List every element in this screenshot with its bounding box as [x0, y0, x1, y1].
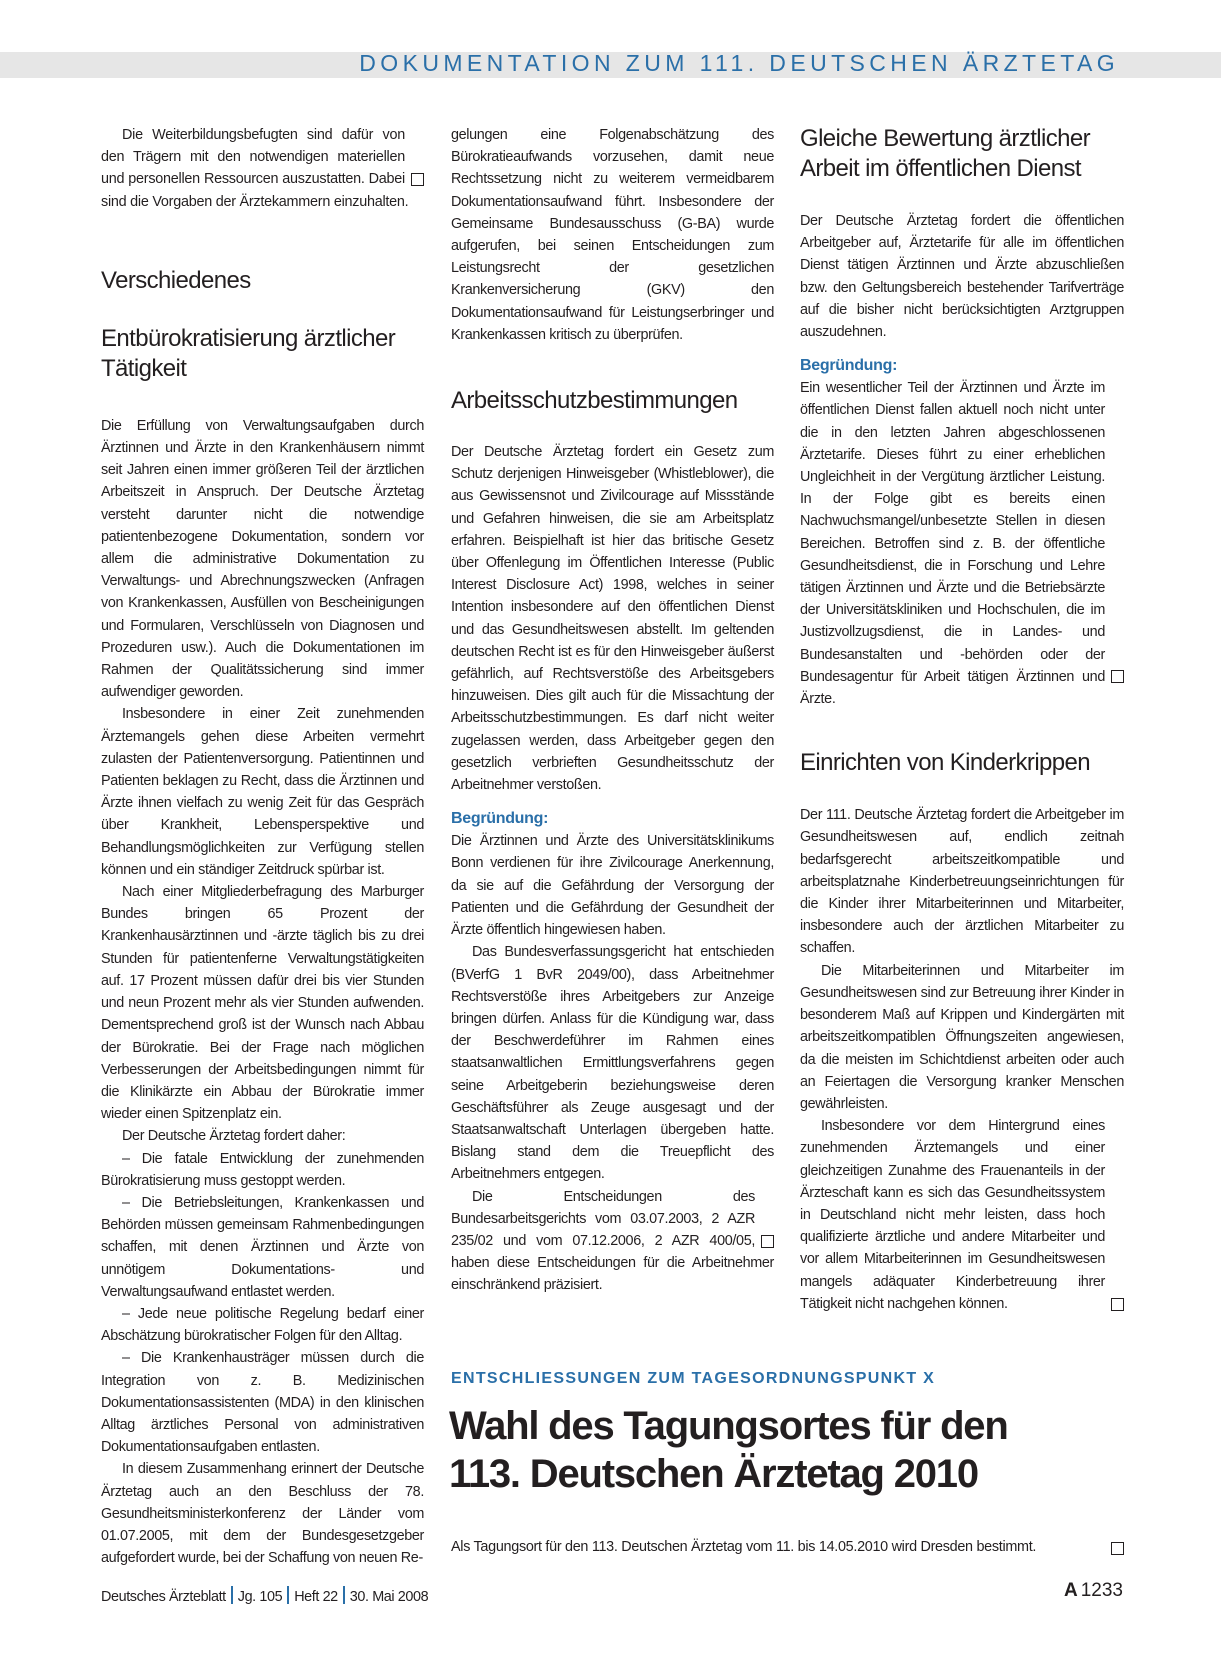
column-3 — [800, 124, 1124, 1315]
page-prefix: A — [1063, 1580, 1078, 1601]
list-item: – Die Krankenhausträger müssen durch die Integration von z. B. Medizinischen Dokumentationsassistenten (MDA) in den klinischen Alltag ärztliches Personal von administrativen Dokumentationsaufgaben entlasten. — [101, 1350, 424, 1456]
paragraph: Der Deutsche Ärztetag fordert die öffentlichen Arbeitgeber auf, Ärztetarife für alle im öffentlichen Dienst tätigen Ärztinnen und Ärzte abzuschließen bzw. den Geltungsbereich bestehender Tarifverträge auf die bisher nicht berücksichtigten Arztgruppen auszudehnen. — [800, 213, 1124, 341]
section-heading-verschiedenes: Verschiedenes — [101, 266, 251, 294]
paragraph: Der Deutsche Ärztetag fordert daher: — [122, 1128, 346, 1145]
paragraph: Das Bundesverfassungsgericht hat entschieden (BVerfG 1 BvR 2049/00), dass Arbeitnehmer Rechtsverstöße ihres Arbeitgebers zur Anzeige bringen dürfen. Anlass für die Kündigung war, dass der Beschwerdeführer im Rahmen eines staatsanwaltlichen Ermittlungsverfahrens gegen seine Arbeitgeberin beziehungsweise deren Geschäftsführer als Zeuge ausgesagt und der Staatsanwaltschaft Unterlagen übergeben hatte. Bislang stand dem die Treuepflicht des Arbeitnehmers entgegen. — [451, 944, 774, 1183]
section-kicker: ENTSCHLIESSUNGEN ZUM TAGESORDNUNGSPUNKT X — [451, 1370, 936, 1387]
list-item: – Die Betriebsleitungen, Krankenkassen und Behörden müssen gemeinsam Rahmenbedingungen schaffen, mit denen Ärztinnen und Ärzte von unnötigem Dokumentations- und Verwaltungsaufwand entlastet werden. — [101, 1194, 424, 1300]
footer-citation — [101, 1586, 428, 1605]
separator — [231, 1586, 233, 1604]
heading-gleiche-bewertung: Gleiche Bewertung ärztlicher Arbeit im öffentlichen Dienst — [800, 125, 1091, 182]
page-number-value: 1233 — [1080, 1580, 1123, 1601]
list-item: – Jede neue politische Regelung bedarf einer Abschätzung bürokratischer Folgen für den Alltag. — [101, 1305, 424, 1345]
paragraph: Die Weiterbildungsbefugten sind dafür von den Trägern mit den notwendigen materiellen und personellen Ressourcen auszustatten. Dabei sind die Vorgaben der Ärztekammern einzuhalten. — [101, 124, 424, 213]
end-of-article-icon — [1111, 670, 1124, 683]
heading-arbeitsschutzbestimmungen: Arbeitsschutzbestimmungen — [451, 387, 738, 415]
paragraph: Ein wesentlicher Teil der Ärztinnen und Ärzte im öffentlichen Dienst fallen aktuell noch nicht unter die in den letzten Jahren abgeschlossenen Ärztetarife. Dieses führt zu einer erheblichen Ungleichheit in der Vergütung ärztlicher Leistung. In der Folge gibt es bereits einen Nachwuchsmangel/unbesetzte Stellen in diesen Bereichen. Betroffen sind z. B. der öffentliche Gesundheitsdienst, die in Forschung und Lehre tätigen Ärztinnen und Ärzte und die Betriebsärzte der Universitätskliniken und Hochschulen, die im Justizvollzugsdienst, die in Landes- und Bundesanstalten und -behörden oder der Bundesagentur für Arbeit tätigen Ärztinnen und Ärzte. — [800, 377, 1124, 710]
separator — [287, 1586, 289, 1604]
journal-name: Deutsches Ärzteblatt — [101, 1589, 226, 1605]
issue-date: 30. Mai 2008 — [349, 1589, 429, 1605]
resolution-title-line-1: Wahl des Tagungsortes für den — [449, 1404, 1008, 1448]
list-item: – Die fatale Entwicklung der zunehmenden Bürokratisierung muss gestoppt werden. — [101, 1150, 424, 1189]
end-of-article-icon — [1111, 1298, 1124, 1311]
paragraph: Insbesondere vor dem Hintergrund eines zunehmenden Ärztemangels und einer gleichzeitigen Zunahme des Frauenanteils in der Ärzteschaft kann es sich das Gesundheitssystem in Deutschland nicht mehr leisten, dass hoch qualifizierte ärztliche und andere Mitarbeiter und vor allem Mitarbeiterinnen im Gesundheitswesen mangels adäquater Kinderbetreuung ihrer Tätigkeit nicht nachgehen können. — [800, 1115, 1124, 1315]
paragraph: Der 111. Deutsche Ärztetag fordert die Arbeitgeber im Gesundheitswesen auf, endlich zeitnah bedarfsgerecht arbeitszeitkompatible und arbeitsplatznahe Kinderbetreuungseinrichtungen für die Kinder ihrer Mitarbeiterinnen und Mitarbeiter, insbesondere auch der ärztlichen Mitarbeiter zu schaffen. — [800, 807, 1124, 957]
separator — [343, 1586, 345, 1604]
paragraph: In diesem Zusammenhang erinnert der Deutsche Ärztetag auch an den Beschluss der 78. Gesundheitsministerkonferenz der Länder vom 01.07.2005, mit dem der Bundesgesetzgeber aufgefordert wurde, bei der Schaffung von neuen Re- — [101, 1461, 424, 1567]
resolution-text: Als Tagungsort für den 113. Deutschen Ärztetag vom 11. bis 14.05.2010 wird Dresden bestimmt. — [451, 1536, 1124, 1560]
running-header: DOKUMENTATION ZUM 111. DEUTSCHEN ÄRZTETAG — [359, 50, 1119, 76]
end-of-article-icon — [1111, 1542, 1124, 1555]
paragraph: Der Deutsche Ärztetag fordert ein Gesetz zum Schutz derjenigen Hinweisgeber (Whistleblower), die aus Gewissensnot und Zivilcourage auf Missstände und Gefahren hinweisen, die sie am Arbeitsplatz erfahren. Beispielhaft ist hier das britische Gesetz über Offenlegung im Öffentlichen Interesse (Public Interest Disclosure Act) 1998, welches in seiner Intention insbesondere auf den öffentlichen Dienst und das Gesundheitswesen abstellt. Im geltenden deutschen Recht ist es für den Hinweisgeber äußerst gefährlich, auf Rechtsverstöße des Arbeitsgebers hinzuweisen. Dies gilt auch für die Missachtung der Arbeitsschutzbestimmungen. Es darf nicht weiter zugelassen werden, dass Arbeitgeber gegen den gesetzlich verbrieften Gesundheitsschutz der Arbeitnehmer verstoßen. — [451, 444, 774, 794]
heading-kinderkrippen: Einrichten von Kinderkrippen — [800, 749, 1091, 777]
begruendung-label: Begründung: — [800, 357, 898, 375]
end-of-article-icon — [411, 173, 424, 186]
page-number — [1064, 1580, 1123, 1602]
paragraph: Die Ärztinnen und Ärzte des Universitätsklinikums Bonn verdienen für ihre Zivilcourage Anerkennung, da sie auf die Gefährdung der Versorgung der Patienten und die Gefährdung der Gesundheit der Ärzte öffentlich hingewiesen haben. — [451, 833, 774, 939]
issue: Heft 22 — [294, 1589, 338, 1605]
resolution-title-line-2: 113. Deutschen Ärztetag 2010 — [449, 1452, 978, 1496]
end-of-article-icon — [761, 1235, 774, 1248]
paragraph: Die Entscheidungen des Bundesarbeitsgerichts vom 03.07.2003, 2 AZR 235/02 und vom 07.12.2006, 2 AZR 400/05, haben diese Entscheidungen für die Arbeitnehmer einschränkend präzisiert. — [451, 1188, 774, 1294]
paragraph: Insbesondere in einer Zeit zunehmenden Ärztemangels gehen diese Arbeiten vermehrt zulasten der Patientenversorgung. Patientinnen und Patienten beklagen zu Recht, dass die Ärztinnen und Ärzte ihnen vielfach zu wenig Zeit für das Gespräch über Krankheit, Lebensperspektive und Behandlungsmöglichkeiten zur Verfügung stellen können und ein ständiger Zeitdruck spürbar ist. — [101, 706, 424, 878]
heading-entbuerokratisierung: Entbürokratisierung ärztlicher Tätigkeit — [101, 324, 396, 382]
begruendung-label: Begründung: — [451, 810, 549, 828]
paragraph: Die Erfüllung von Verwaltungsaufgaben durch Ärztinnen und Ärzte in den Krankenhäusern nimmt seit Jahren einen immer größeren Teil der ärztlichen Arbeitszeit in Anspruch. Der Deutsche Ärztetag versteht darunter nicht die notwendige patientenbezogene Dokumentation, sondern vor allem die administrative Dokumentation zu Verwaltungs- und Abrechnungszwecken (Anfragen von Krankenkassen, Ausfüllen von Bescheinigungen und Formularen, Verschlüsseln von Diagnosen und Prozeduren usw.). Auch die Dokumentationen im Rahmen der Qualitätssicherung sind immer aufwendiger geworden. — [101, 417, 424, 701]
volume: Jg. 105 — [237, 1589, 283, 1605]
paragraph: Die Mitarbeiterinnen und Mitarbeiter im Gesundheitswesen sind zur Betreuung ihrer Kinder in besonderem Maß auf Krippen und Kindergärten mit arbeitszeitkompatiblen Öffnungszeiten angewiesen, da die meisten im Schichtdienst arbeiten oder auch an Feiertagen die Versorgung kranker Menschen gewährleisten. — [800, 962, 1124, 1112]
column-1 — [101, 124, 424, 1569]
resolution-title — [449, 1402, 1149, 1498]
column-2 — [451, 124, 774, 1297]
paragraph: Nach einer Mitgliederbefragung des Marburger Bundes bringen 65 Prozent der Krankenhausärztinnen und -ärzte täglich bis zu drei Stunden für patientenferne Verwaltungstätigkeiten auf. 17 Prozent müssen dafür drei bis vier Stunden und neun Prozent mehr als vier Stunden aufwenden. Dementsprechend groß ist der Wunsch nach Abbau der Bürokratie. Bei der Frage nach möglichen Verbesserungen der Arbeitsbedingungen nimmt für die Klinikärzte ein Abbau der Bürokratie immer wieder einen Spitzenplatz ein. — [101, 884, 424, 1123]
paragraph: gelungen eine Folgenabschätzung des Bürokratieaufwands vorzusehen, damit neue Rechtssetzung nicht zu weiterem vermeidbarem Dokumentationsaufwand führt. Insbesondere der Gemeinsame Bundesausschuss (G-BA) wurde aufgerufen, bei seinen Entscheidungen zum Leistungsrecht der gesetzlichen Krankenversicherung (GKV) den Dokumentationsaufwand für Leistungserbringer und Krankenkassen kritisch zu überprüfen. — [451, 127, 774, 343]
